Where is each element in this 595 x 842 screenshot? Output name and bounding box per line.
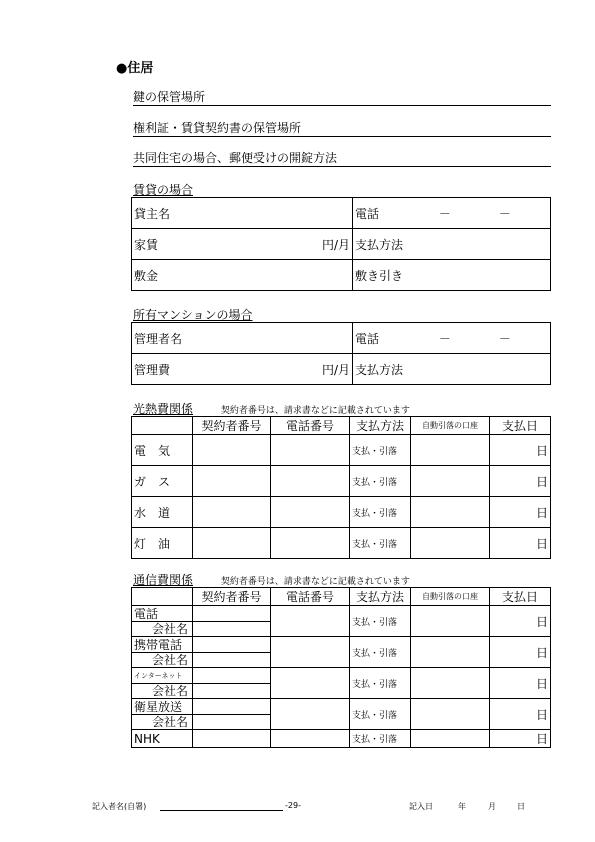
payment-cell[interactable]: 支払・引落 <box>350 466 411 497</box>
header-payday: 支払日 <box>490 588 551 606</box>
owned-heading: 所有マンションの場合 <box>133 308 253 322</box>
owned-payment-label: 支払方法 <box>355 362 404 377</box>
company-cell[interactable] <box>193 715 271 730</box>
rent-cell[interactable] <box>132 229 353 260</box>
utility-row <box>132 497 551 528</box>
contract-cell[interactable] <box>193 637 271 653</box>
dash: － <box>438 206 451 221</box>
telecom-row-top <box>132 606 551 622</box>
account-cell[interactable] <box>411 668 490 699</box>
day-label: 日 <box>517 802 525 811</box>
telecom-row-top <box>132 699 551 715</box>
telecom-label: インターネット <box>132 668 193 684</box>
payment-cell[interactable]: 支払・引落 <box>350 528 411 559</box>
payday-cell[interactable]: 日 <box>490 699 551 730</box>
account-cell[interactable] <box>411 466 490 497</box>
rental-phone-label: 電話 <box>355 206 380 221</box>
contract-cell[interactable] <box>193 435 271 466</box>
section-title: ●住居 <box>116 61 154 76</box>
telecom-label: 電話 <box>132 606 193 622</box>
header-payment: 支払方法 <box>350 588 411 606</box>
key-storage-line[interactable] <box>133 89 551 106</box>
rent-unit: 円/月 <box>321 237 350 252</box>
owned-phone-label: 電話 <box>355 331 380 346</box>
rental-heading: 賃貸の場合 <box>133 183 194 197</box>
payday-cell[interactable]: 日 <box>490 668 551 699</box>
utilities-note: 契約者番号は、請求書などに記載されています <box>220 406 410 416</box>
utility-row <box>132 466 551 497</box>
payday-cell[interactable]: 日 <box>490 637 551 668</box>
contract-cell[interactable] <box>193 668 271 684</box>
landlord-cell[interactable] <box>132 198 353 229</box>
dash: － <box>498 206 511 221</box>
account-cell[interactable] <box>411 435 490 466</box>
telecom-label: 携帯電話 <box>132 637 193 653</box>
fee-cell[interactable] <box>132 354 353 385</box>
fee-label: 管理費 <box>134 362 171 377</box>
rental-table <box>131 197 551 291</box>
account-cell[interactable] <box>411 730 490 748</box>
utilities-table <box>131 416 551 559</box>
payment-cell[interactable]: 支払・引落 <box>350 699 411 730</box>
header-blank <box>132 588 193 606</box>
deed-storage-line[interactable] <box>133 120 551 137</box>
telecom-note: 契約者番号は、請求書などに記載されています <box>220 577 410 587</box>
deposit-label: 敷金 <box>134 268 159 283</box>
company-label: 会社名 <box>132 684 193 699</box>
telecom-table <box>131 587 551 748</box>
rental-payment-label: 支払方法 <box>355 237 404 252</box>
owned-payment-cell[interactable] <box>353 354 551 385</box>
phone-cell[interactable] <box>271 435 350 466</box>
manager-cell[interactable] <box>132 323 353 354</box>
owned-phone-cell[interactable] <box>353 323 551 354</box>
telecom-label: 衛星放送 <box>132 699 193 715</box>
header-blank <box>132 417 193 435</box>
payment-cell[interactable]: 支払・引落 <box>350 637 411 668</box>
account-cell[interactable] <box>411 699 490 730</box>
account-cell[interactable] <box>411 606 490 637</box>
phone-cell[interactable] <box>271 466 350 497</box>
company-cell[interactable] <box>193 653 271 668</box>
header-contract: 契約者番号 <box>193 588 271 606</box>
payment-cell[interactable]: 支払・引落 <box>350 606 411 637</box>
payment-cell[interactable]: 支払・引落 <box>350 435 411 466</box>
utility-label: ガ ス <box>132 466 193 497</box>
payment-cell[interactable]: 支払・引落 <box>350 730 411 748</box>
date-label: 記入日 <box>409 802 433 811</box>
owned-table <box>131 322 551 385</box>
rent-label: 家賃 <box>134 237 159 252</box>
deduction-cell[interactable] <box>353 260 551 291</box>
phone-cell[interactable] <box>271 497 350 528</box>
mailbox-label: 共同住宅の場合、郵便受けの開錠方法 <box>133 151 338 165</box>
payment-cell[interactable]: 支払・引落 <box>350 497 411 528</box>
company-label: 会社名 <box>132 653 193 668</box>
writer-label: 記入者名(自署) <box>92 802 147 811</box>
dash: － <box>498 331 511 346</box>
phone-cell[interactable] <box>271 668 350 699</box>
utility-label: 水 道 <box>132 497 193 528</box>
rental-phone-cell[interactable] <box>353 198 551 229</box>
contract-cell[interactable] <box>193 730 271 748</box>
company-label: 会社名 <box>132 715 193 730</box>
header-phone: 電話番号 <box>271 588 350 606</box>
company-cell[interactable] <box>193 684 271 699</box>
mailbox-line[interactable] <box>133 150 551 167</box>
contract-cell[interactable] <box>193 699 271 715</box>
deed-storage-label: 権利証・賃貸契約書の保管場所 <box>133 121 302 135</box>
header-account: 自動引落の口座 <box>411 588 490 606</box>
telecom-row-top <box>132 637 551 653</box>
landlord-label: 貸主名 <box>134 206 171 221</box>
dash: － <box>438 331 451 346</box>
utility-label: 電 気 <box>132 435 193 466</box>
fee-unit: 円/月 <box>321 362 350 377</box>
phone-cell[interactable] <box>271 606 350 637</box>
contract-cell[interactable] <box>193 466 271 497</box>
telecom-row-nhk <box>132 730 551 748</box>
telecom-label-nhk: NHK <box>132 730 193 748</box>
header-account: 自動引落の口座 <box>411 417 490 435</box>
rental-payment-cell[interactable] <box>353 229 551 260</box>
month-label: 月 <box>488 802 496 811</box>
payday-cell[interactable]: 日 <box>490 497 551 528</box>
deposit-cell[interactable] <box>132 260 353 291</box>
phone-cell[interactable] <box>271 699 350 730</box>
payday-cell[interactable]: 日 <box>490 606 551 637</box>
phone-cell[interactable] <box>271 528 350 559</box>
page-number: -29- <box>285 801 301 810</box>
utility-row <box>132 528 551 559</box>
telecom-header-row <box>132 588 551 606</box>
header-contract: 契約者番号 <box>193 417 271 435</box>
deduction-label: 敷き引き <box>355 268 404 283</box>
header-phone: 電話番号 <box>271 417 350 435</box>
contract-cell[interactable] <box>193 528 271 559</box>
utility-row <box>132 435 551 466</box>
contract-cell[interactable] <box>193 497 271 528</box>
account-cell[interactable] <box>411 497 490 528</box>
company-label: 会社名 <box>132 622 193 637</box>
header-payday: 支払日 <box>490 417 551 435</box>
manager-label: 管理者名 <box>134 331 183 346</box>
company-cell[interactable] <box>193 622 271 637</box>
year-label: 年 <box>458 802 466 811</box>
account-cell[interactable] <box>411 528 490 559</box>
header-payment: 支払方法 <box>350 417 411 435</box>
utility-label: 灯 油 <box>132 528 193 559</box>
payday-cell[interactable]: 日 <box>490 435 551 466</box>
utilities-header-row <box>132 417 551 435</box>
key-storage-label: 鍵の保管場所 <box>133 90 206 104</box>
phone-cell[interactable] <box>271 637 350 668</box>
utilities-heading: 光熱費関係 <box>133 402 194 416</box>
telecom-heading: 通信費関係 <box>133 573 194 587</box>
payment-cell[interactable]: 支払・引落 <box>350 668 411 699</box>
payday-cell[interactable]: 日 <box>490 528 551 559</box>
payday-cell[interactable]: 日 <box>490 730 551 748</box>
account-cell[interactable] <box>411 637 490 668</box>
payday-cell[interactable]: 日 <box>490 466 551 497</box>
phone-cell[interactable] <box>271 730 350 748</box>
contract-cell[interactable] <box>193 606 271 622</box>
writer-signature-line[interactable] <box>160 810 283 811</box>
telecom-row-top <box>132 668 551 684</box>
